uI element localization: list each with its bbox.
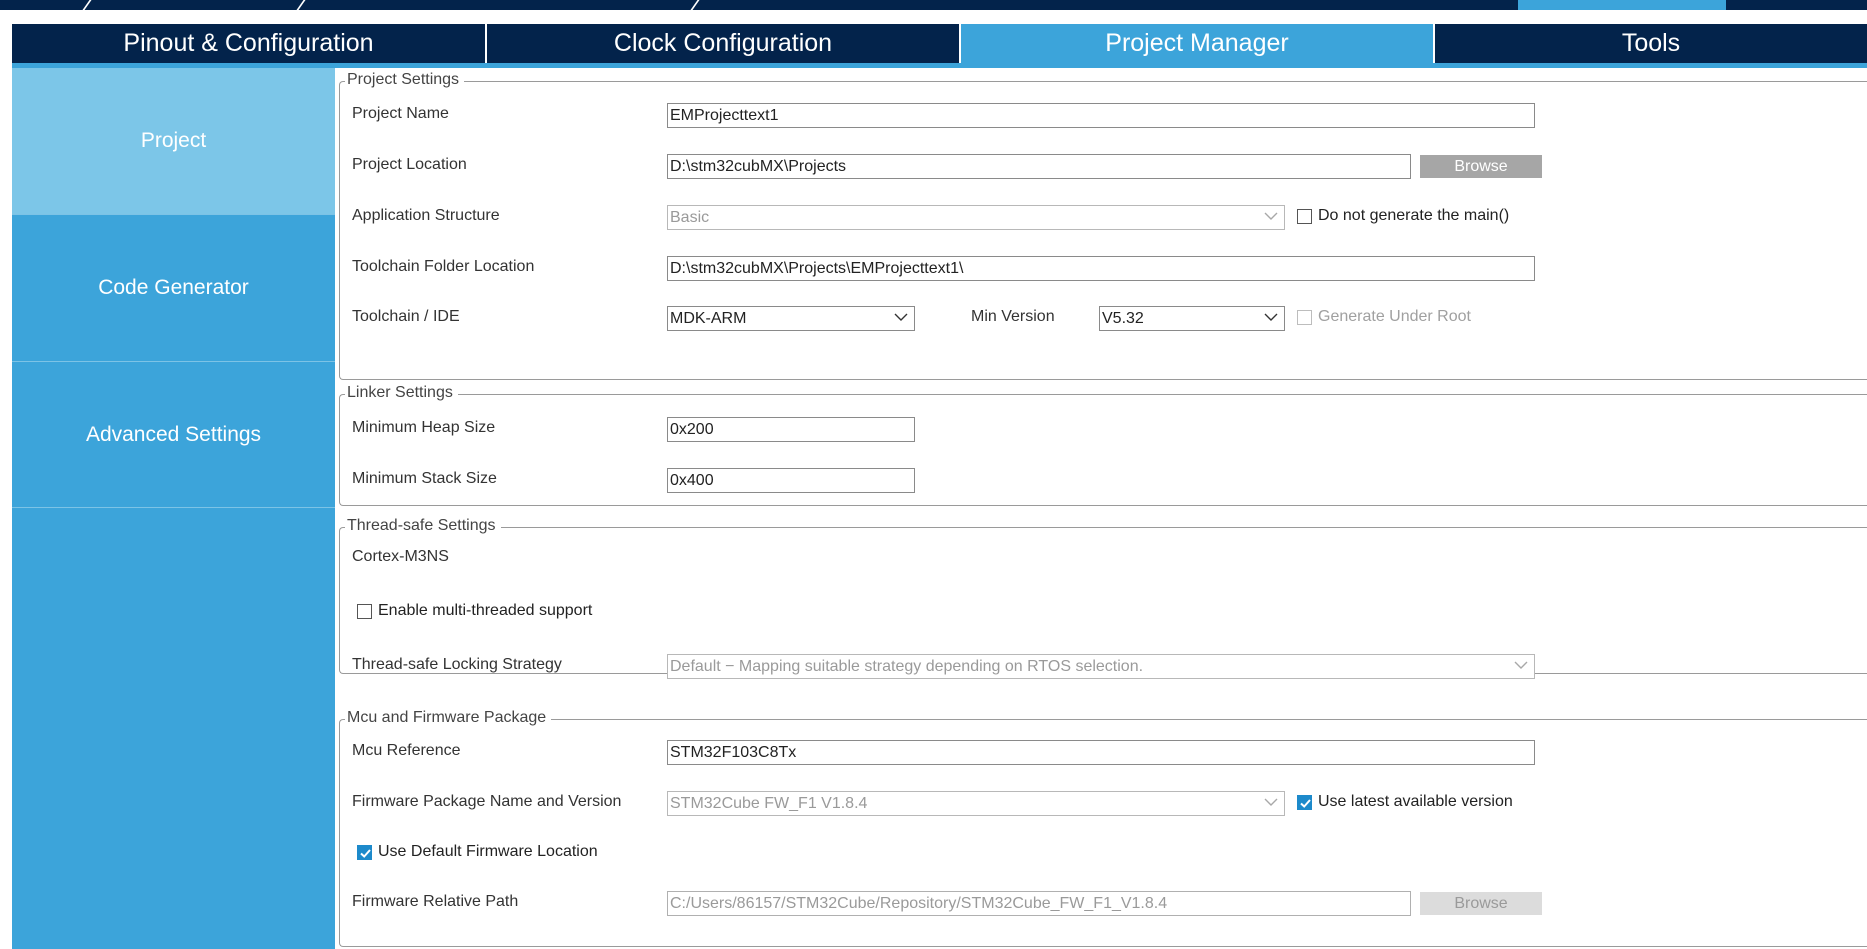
checkbox-icon	[357, 604, 372, 619]
group-title: Project Settings	[345, 71, 464, 89]
breadcrumb-active-segment[interactable]	[1518, 0, 1726, 10]
chevron-down-icon	[894, 310, 908, 324]
firmware-relative-path-label: Firmware Relative Path	[352, 893, 519, 910]
group-title: Linker Settings	[345, 384, 458, 402]
checkmark-icon	[357, 845, 372, 860]
browse-button[interactable]: Browse	[1420, 155, 1542, 178]
group-title: Mcu and Firmware Package	[345, 709, 551, 727]
toolchain-ide-value: MDK-ARM	[670, 310, 747, 327]
breadcrumb-separator	[686, 0, 703, 10]
chevron-down-icon	[1264, 209, 1278, 223]
breadcrumb-separator	[78, 0, 95, 10]
firmware-package-label: Firmware Package Name and Version	[352, 793, 622, 810]
chevron-down-icon	[1264, 310, 1278, 324]
toolchain-ide-select[interactable]	[667, 306, 915, 331]
main-tabs	[12, 24, 1867, 63]
mcu-reference-label: Mcu Reference	[352, 742, 461, 759]
sidebar-item-code-generator[interactable]: Code Generator	[12, 215, 335, 362]
use-default-firmware-location-label: Use Default Firmware Location	[378, 843, 598, 860]
use-default-firmware-location-checkbox[interactable]	[357, 843, 598, 861]
thread-safe-locking-strategy-label: Thread-safe Locking Strategy	[352, 656, 562, 673]
group-title: Thread-safe Settings	[345, 517, 501, 535]
firmware-relative-path-input[interactable]: C:/Users/86157/STM32Cube/Repository/STM32Cube_FW_F1_V1.8.4	[667, 891, 1411, 916]
firmware-package-value: STM32Cube FW_F1 V1.8.4	[670, 795, 868, 812]
do-not-generate-main-label: Do not generate the main()	[1318, 207, 1510, 224]
sidebar	[12, 68, 335, 949]
application-structure-value: Basic	[670, 209, 710, 226]
tab-clock-configuration[interactable]: Clock Configuration	[487, 24, 961, 63]
use-latest-version-checkbox[interactable]	[1297, 793, 1513, 811]
project-settings-group	[339, 71, 1867, 380]
cortex-core-label: Cortex-M3NS	[352, 548, 449, 565]
project-name-label: Project Name	[352, 105, 449, 122]
tab-project-manager[interactable]: Project Manager	[961, 24, 1435, 63]
checkbox-icon	[1297, 310, 1312, 325]
generate-under-root-checkbox[interactable]	[1297, 308, 1471, 326]
minimum-stack-size-input[interactable]: 0x400	[667, 468, 915, 493]
project-name-input[interactable]: EMProjecttext1	[667, 103, 1535, 128]
mcu-firmware-package-group	[339, 709, 1867, 947]
min-version-select[interactable]	[1099, 306, 1285, 331]
toolchain-folder-label: Toolchain Folder Location	[352, 258, 535, 275]
application-structure-select[interactable]	[667, 205, 1285, 230]
thread-safe-locking-strategy-select[interactable]	[667, 654, 1535, 679]
toolchain-folder-input[interactable]: D:\stm32cubMX\Projects\EMProjecttext1\	[667, 256, 1535, 281]
breadcrumb-strip	[0, 0, 1867, 10]
chevron-down-icon	[1514, 658, 1528, 672]
toolchain-ide-label: Toolchain / IDE	[352, 308, 460, 325]
min-version-value: V5.32	[1102, 310, 1144, 327]
minimum-stack-size-label: Minimum Stack Size	[352, 470, 497, 487]
checkbox-icon	[1297, 209, 1312, 224]
project-manager-content	[335, 68, 1867, 949]
minimum-heap-size-input[interactable]: 0x200	[667, 417, 915, 442]
breadcrumb-separator	[292, 0, 309, 10]
tab-pinout-configuration[interactable]: Pinout & Configuration	[12, 24, 487, 63]
minimum-heap-size-label: Minimum Heap Size	[352, 419, 496, 436]
project-location-label: Project Location	[352, 156, 467, 173]
enable-multithreaded-checkbox[interactable]	[357, 602, 592, 620]
thread-safe-locking-strategy-value: Default − Mapping suitable strategy depending on RTOS selection.	[670, 658, 1144, 675]
generate-under-root-label: Generate Under Root	[1318, 308, 1471, 325]
sidebar-item-advanced-settings[interactable]: Advanced Settings	[12, 362, 335, 508]
use-latest-version-label: Use latest available version	[1318, 793, 1513, 810]
enable-multithreaded-label: Enable multi-threaded support	[378, 602, 593, 619]
firmware-package-select[interactable]	[667, 791, 1285, 816]
min-version-label: Min Version	[971, 308, 1055, 325]
application-structure-label: Application Structure	[352, 207, 500, 224]
firmware-browse-button[interactable]: Browse	[1420, 892, 1542, 915]
checkmark-icon	[1297, 795, 1312, 810]
project-location-input[interactable]: D:\stm32cubMX\Projects	[667, 154, 1411, 179]
chevron-down-icon	[1264, 795, 1278, 809]
mcu-reference-input[interactable]: STM32F103C8Tx	[667, 740, 1535, 765]
thread-safe-settings-group	[339, 517, 1867, 675]
sidebar-item-project[interactable]: Project	[12, 68, 335, 215]
tab-tools[interactable]: Tools	[1435, 24, 1867, 63]
linker-settings-group	[339, 384, 1867, 506]
do-not-generate-main-checkbox[interactable]	[1297, 207, 1509, 225]
